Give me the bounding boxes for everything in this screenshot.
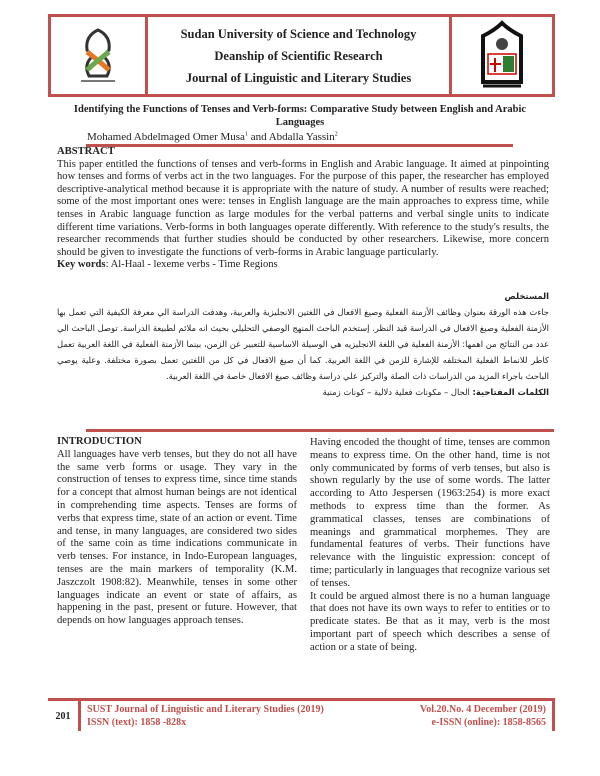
authors-conjunction: and — [247, 131, 269, 143]
keywords-label: Key words — [57, 259, 106, 271]
author-2-affiliation: 2 — [334, 131, 338, 138]
body-column-left — [57, 436, 297, 628]
journal-logo-icon — [73, 26, 123, 86]
arabic-abstract-section — [57, 288, 549, 400]
arabic-keywords-label: الكلمات المفتاحية: — [472, 387, 549, 397]
page-number: 201 — [48, 701, 81, 731]
footer-issn-print: ISSN (text): 1858 -828x — [87, 717, 187, 728]
arabic-keywords-text: الحال – مكونات فعلية دلالية – كونات زمنية — [322, 387, 473, 397]
author-1-affiliation: 1 — [244, 131, 248, 138]
author-1: Mohamed Abdelmaged Omer Musa — [87, 131, 245, 143]
introduction-paragraph: All languages have verb tenses, but they do not all have the same verb forms or usage. They vary in the construction of tenses to express time, since time stands for a concept that almost human beings are not identical in comprehending time aspects. Tenses are forms of verbs that express time, state of an action or event. Time and tense, in many languages, are considered two sides of the same coin as time indications communicate in verb tenses. For instance, in Indo-European languages, tenses are the main markers of temporality (K.M. Jaszczolt 1908:82). Meanwhile, tenses in some other languages indicate an event or state of affairs, as happening in the past, present or future. However, that depends on how languages approach tenses. — [57, 448, 297, 627]
abstract-keywords — [57, 259, 549, 272]
deanship-name: Deanship of Scientific Research — [214, 48, 383, 63]
footer-issn-online: e-ISSN (online): 1858-8565 — [431, 717, 546, 728]
abstract-section — [57, 146, 549, 272]
university-crest-icon — [477, 20, 527, 92]
journal-name: Journal of Linguistic and Literary Studies — [185, 70, 412, 85]
arabic-abstract-text: جاءت هذه الورقة بعنوان وظائف الأزمنة الفعلية وصيغ الافعال في اللغتين الانجليزية والعربية، وهدفت الدراسة الي معرفة الكيفية التي تعمل بها الأزمنة الفعلية وصيغ الافعال في الدراسة قيد النظر. إستخدم الباحث المنهج الوصفي التحليلي بحيث انه ملائم لطبيعة الدراسة. توصل الباحث الي عدد من النتائج من اهمها: الأزمنة الفعلية في اللغة الانجليزيه هي الوسيلة الاساسية للتعبير عن الزمن، بينما الأزمنة الفعلية في اللغة العربية تعمل كاطر للانماط الفعلية المختلفه للإشارة للزمن في اللغة العربية. كما أن صيغ الافعال في كل من اللغتين تعمل بصورة مختلفة. وعلية يوصي الباحث باجراء المزيد من الدراسات ذات الصلة والتركيز علي دراسة وظائف صيغ الافعال خاصة في اللغة العربية. — [57, 307, 549, 381]
author-2: Abdalla Yassin — [268, 131, 335, 143]
introduction-heading: INTRODUCTION — [57, 436, 142, 447]
arabic-keywords — [57, 384, 549, 400]
body-paragraph: Having encoded the thought of time, tenses are common means to express time. On the other hand, time is not only communicated by forms of verb tenses, but also is shown regularly by the use of some words. The latter according to Atto Jespersen (1963:254) is more exact methods to express time than the former. As grammatical classes, tenses are combinations of meanings and grammatical morphemes. They are fundamental features of verbs. Their functions have relevance with the linguistic expression: concept of time; particularly in languages that recognize various set of tenses. — [310, 437, 550, 589]
page-footer — [48, 698, 555, 731]
body-paragraph: It could be argued almost there is no a human language that does not have its own ways to refer to entities or to predicate states. Be that as it may, verb is the most important part of speech which describes a sense of action or a state of being. — [310, 590, 550, 653]
abstract-text: This paper entitled the functions of tenses and verb-forms in English and Arabic language. It aimed at pinpointing how tenses and forms of verbs act in the two languages. For the purpose of this paper, the researcher has employed descriptive-analytical method because it is appropriate with the nature of study. A number of results were reached; some of the most important ones were: tenses in English language are the main approaches to express time, while tenses in Arabic language function as large modules for the verbal patterns and verbal single units to indicate different time variations. Verb-forms in both languages operate differently. With reference to the study's results, the researcher recommends that further studies should be conducted by other researchers. Likewise, more concern should be given to investigate the functions of verb-forms in Arabic language particularly. — [57, 158, 549, 258]
journal-logo — [51, 17, 148, 94]
article-title: Identifying the Functions of Tenses and Verb-forms: Comparative Study between English and Arabic Languages — [73, 104, 527, 128]
university-name: Sudan University of Science and Technology — [180, 26, 417, 41]
footer-journal: SUST Journal of Linguistic and Literary Studies (2019) — [87, 704, 324, 715]
abstract-divider — [86, 429, 554, 432]
arabic-abstract-heading: المستخلص — [504, 291, 549, 301]
body-column-right — [310, 437, 550, 655]
footer-issue: Vol.20.No. 4 December (2019) — [419, 704, 546, 715]
journal-header — [48, 14, 555, 97]
university-logo — [449, 17, 552, 94]
article-authors — [87, 131, 338, 143]
abstract-heading: ABSTRACT — [57, 146, 115, 157]
keywords-text: : Al-Haal - lexeme verbs - Time Regions — [105, 259, 278, 271]
